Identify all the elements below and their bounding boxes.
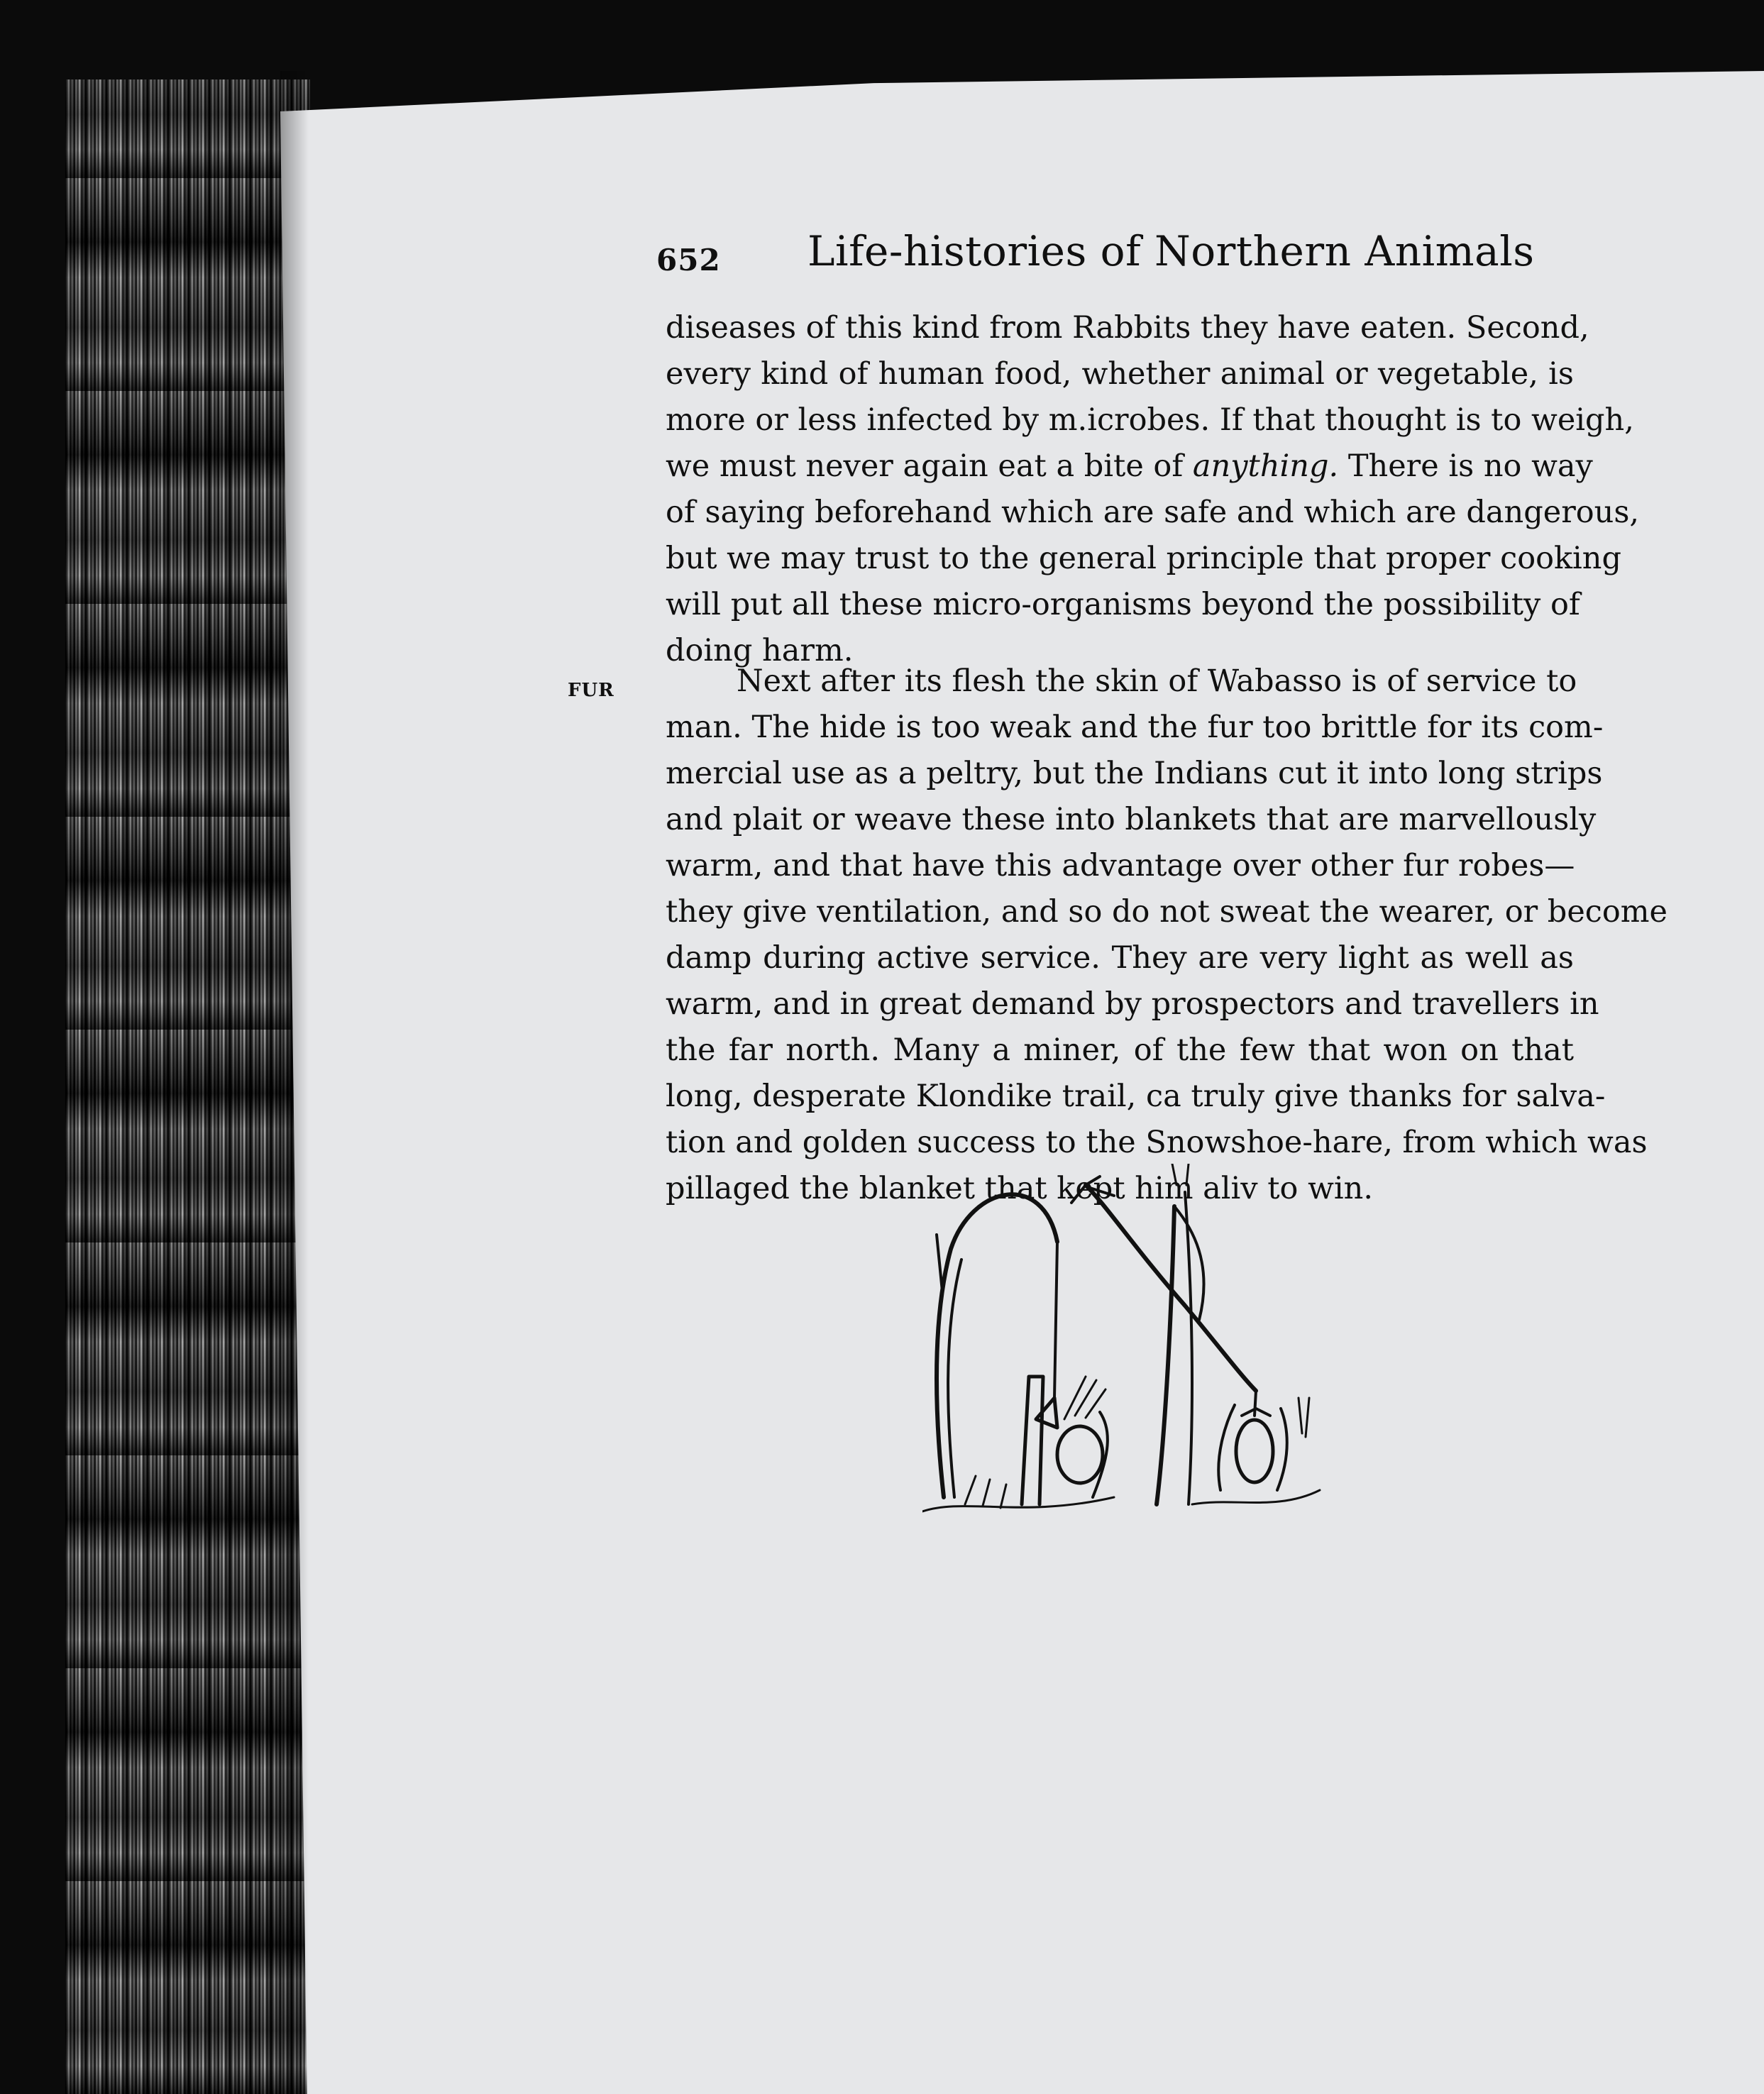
page-number: 652	[656, 243, 721, 277]
text-line: tion and golden success to the Snowshoe-hare, from which was	[666, 1125, 1648, 1160]
text-line: but we may trust to the general principle that proper cooking	[666, 541, 1622, 576]
text-line: will put all these micro-organisms beyond the possibility of	[666, 587, 1580, 622]
page-gutter-shadow	[280, 71, 309, 2094]
text-line: man. The hide is too weak and the fur too brittle for its com-	[666, 710, 1604, 745]
text-line: warm, and that have this advantage over other fur robes—	[666, 848, 1575, 883]
text-line: warm, and in great demand by prospectors and travellers in	[666, 986, 1599, 1022]
paragraph-fur	[666, 658, 1667, 1212]
text-line: the far north. Many a miner, of the few that won on that	[666, 1032, 1574, 1068]
text-fragment: we must never again eat a bite of	[666, 448, 1184, 484]
text-line: pillaged the blanket that kept him aliv to win.	[666, 1171, 1374, 1206]
text-line: doing harm.	[666, 633, 854, 668]
text-line: they give ventilation, and so do not sweat the wearer, or become	[666, 894, 1667, 930]
book-page-edges	[65, 79, 310, 2094]
text-line: of saying beforehand which are safe and which are dangerous,	[666, 495, 1640, 530]
text-line: damp during active service. They are very light as well as	[666, 940, 1574, 976]
text-line: and plait or weave these into blankets that are marvellously	[666, 802, 1597, 837]
text-line: diseases of this kind from Rabbits they have eaten. Second,	[666, 310, 1589, 346]
text-line: Next after its flesh the skin of Wabasso is of service to	[737, 663, 1577, 699]
emphasis-word: anything.	[1192, 448, 1339, 484]
snare-sketch-icon	[922, 1164, 1355, 1533]
text-line: every kind of human food, whether animal or vegetable, is	[666, 356, 1574, 392]
text-line: more or less infected by m.icrobes. If that thought is to weigh,	[666, 402, 1634, 438]
paragraph-diseases	[666, 305, 1640, 674]
margin-note: FUR	[568, 680, 614, 701]
text-line: long, desperate Klondike trail, ca truly give thanks for salva-	[666, 1079, 1606, 1114]
text-line-with-emphasis	[666, 443, 1593, 490]
text-fragment: There is no way	[1347, 448, 1593, 484]
running-head: Life-histories of Northern Animals	[807, 227, 1535, 275]
text-line: mercial use as a peltry, but the Indians cut it into long strips	[666, 756, 1603, 791]
